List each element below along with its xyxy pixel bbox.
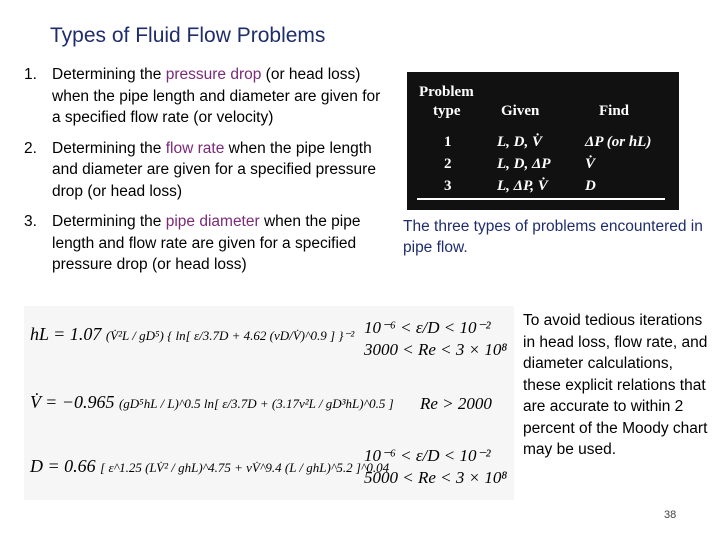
list-number: 1. <box>24 66 37 83</box>
equation-lhs: hL = 1.07 <box>30 324 102 344</box>
equation-body: [ ε^1.25 (LV̇² / ghL)^4.75 + νV̇^9.4 (L / ghL)^5.2 ]^0.04 <box>100 460 390 475</box>
table-header-type: type <box>433 103 461 119</box>
list-text-post: when the pipe length and flow rate are given for a specified pressure drop (or head loss) <box>52 213 361 273</box>
table-divider <box>417 198 665 200</box>
list-number: 3. <box>24 213 37 230</box>
list-item <box>24 64 384 129</box>
equation-lhs: V̇ = −0.965 <box>30 392 115 412</box>
table-header-given: Given <box>501 103 540 119</box>
equation-body: (gD⁵hL / L)^0.5 ln[ ε/3.7D + (3.17ν²L / gD³hL)^0.5 ] <box>118 396 394 411</box>
list-text-pre: Determining the <box>52 66 166 83</box>
table-header-problem: Problem <box>419 84 474 100</box>
equation-lhs: D = 0.66 <box>30 456 96 476</box>
explicit-relations-note: To avoid tedious iterations in head loss, flow rate, and diameter calculations, these explicit relations that are accurate to within 2 percent of the Moody chart may be used. <box>523 312 708 458</box>
equation-condition: Re > 2000 <box>420 394 492 413</box>
list-text-pre: Determining the <box>52 213 166 230</box>
list-number: 2. <box>24 139 37 157</box>
table-header-find: Find <box>599 103 630 119</box>
page-title: Types of Fluid Flow Problems <box>50 24 326 47</box>
problem-list <box>24 64 384 285</box>
equation-condition: 10⁻⁶ < ε/D < 10⁻² <box>364 318 491 337</box>
equation-panel <box>24 306 514 500</box>
list-highlight: flow rate <box>165 139 225 157</box>
list-highlight: pressure drop <box>165 66 262 83</box>
list-item <box>24 211 384 276</box>
equation-condition: 3000 < Re < 3 × 10⁸ <box>364 340 508 359</box>
table-cell-given: L, ΔP, V̇ <box>497 178 548 194</box>
table-cell-type: 3 <box>444 178 452 194</box>
page-number: 38 <box>664 509 677 521</box>
list-text-post: (or head loss) when the pipe length and diameter are given for a specified flow rate (or velocity) <box>52 66 381 126</box>
equation-flow-rate <box>30 392 394 413</box>
equation-diameter <box>30 456 389 477</box>
table-cell-find: D <box>585 178 596 194</box>
table-cell-find: ΔP (or hL) <box>585 134 652 150</box>
list-highlight: pipe diameter <box>165 213 260 230</box>
problem-types-table <box>407 72 679 210</box>
table-cell-given: L, D, ΔP <box>497 156 551 172</box>
equation-body: (V̇²L / gD⁵) { ln[ ε/3.7D + 4.62 (νD/V̇)^0.9 ] }⁻² <box>105 328 355 343</box>
list-text-post: when the pipe length and diameter are given for a specified pressure drop (or head loss) <box>52 139 376 200</box>
list-item <box>24 138 384 203</box>
table-caption: The three types of problems encountered in pipe flow. <box>403 218 703 256</box>
table-cell-given: L, D, V̇ <box>497 134 542 150</box>
table-cell-find: V̇ <box>585 156 596 172</box>
equation-condition: 10⁻⁶ < ε/D < 10⁻² <box>364 446 491 465</box>
equation-condition: 5000 < Re < 3 × 10⁸ <box>364 468 508 487</box>
equation-head-loss <box>30 324 354 345</box>
table-cell-type: 1 <box>444 134 452 150</box>
table-cell-type: 2 <box>444 156 452 172</box>
list-text-pre: Determining the <box>52 139 166 157</box>
